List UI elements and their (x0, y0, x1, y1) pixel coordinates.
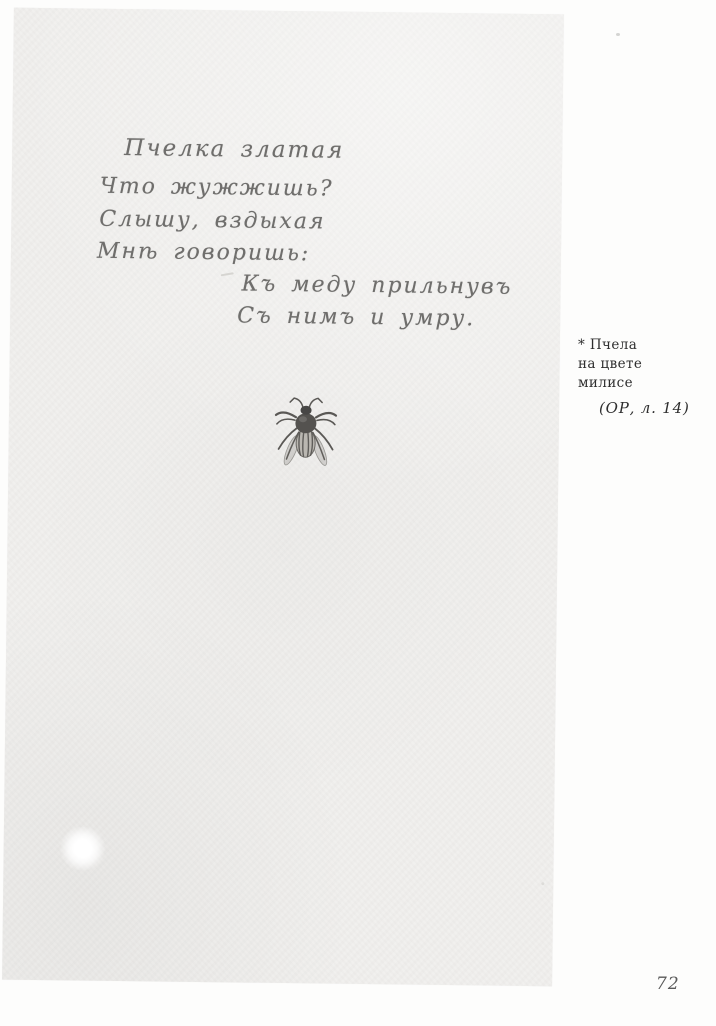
manuscript-line: Мнѣ говоришь: (96, 238, 311, 267)
manuscript-line: Слышу, вздыхая (99, 206, 326, 235)
glare-spot (59, 826, 106, 871)
bee-icon (272, 394, 339, 475)
margin-note-line: милисе (578, 375, 634, 391)
manuscript-line: Что жужжишь? (99, 173, 334, 202)
margin-note-line: * Пчела (578, 337, 638, 353)
manuscript-facsimile (2, 8, 564, 987)
ink-smudge (221, 272, 234, 276)
manuscript-line: Пчелка златая (124, 135, 345, 164)
dust-speck (616, 33, 620, 36)
dust-speck (541, 882, 544, 885)
margin-note (578, 336, 642, 393)
manuscript-line: Къ меду прильнувъ (241, 271, 513, 300)
margin-note-line: на цвете (578, 356, 643, 372)
archive-reference: (ОР, л. 14) (599, 399, 690, 417)
page-number: 72 (656, 974, 680, 994)
manuscript-line: Съ нимъ и умру. (237, 303, 476, 332)
